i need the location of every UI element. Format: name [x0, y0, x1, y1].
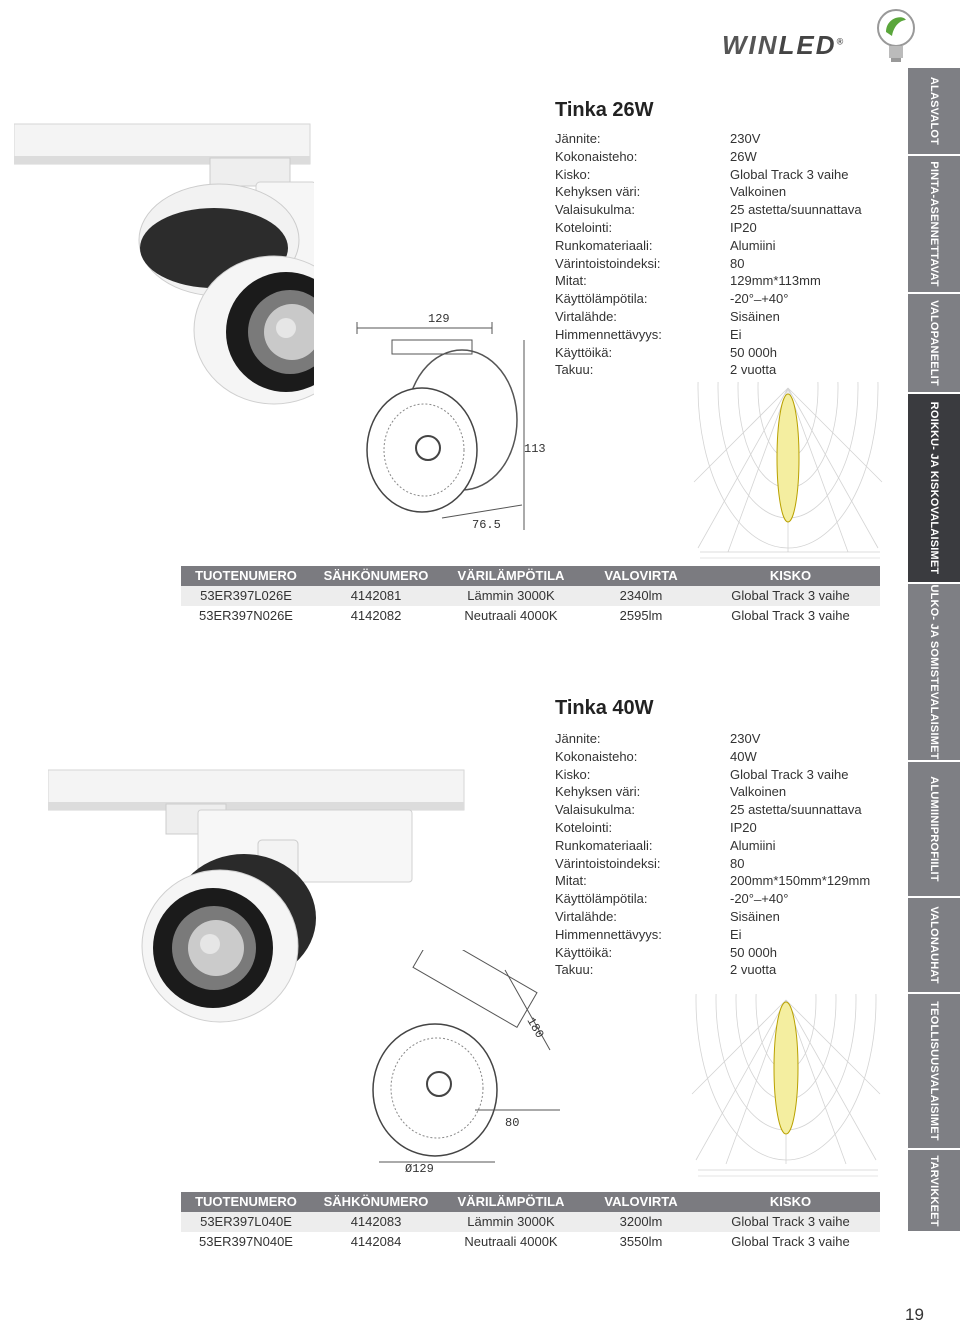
- sidebar-item-label: VALONAUHAT: [928, 906, 940, 984]
- spec-value: Valkoinen: [730, 784, 787, 800]
- spec-value: Alumiini: [730, 837, 776, 853]
- spec-label: Kotelointi:: [555, 819, 613, 835]
- spec-row: [555, 819, 885, 837]
- cell-tuotenumero: 53ER397N026E: [199, 608, 293, 623]
- product-table-tinka-26w: [181, 566, 880, 626]
- spec-label: Värintoistoindeksi:: [555, 255, 661, 271]
- sidebar-item-label: TARVIKKEET: [928, 1154, 940, 1227]
- spec-row: [555, 148, 875, 166]
- spec-label: Käyttöikä:: [555, 344, 613, 360]
- spec-row: [555, 890, 885, 908]
- cell-valovirta: 2340lm: [619, 588, 663, 603]
- spec-row: [555, 255, 875, 273]
- spec-value: Ei: [730, 326, 742, 342]
- dimension-depth: 76.5: [472, 518, 501, 532]
- cell-kisko: Global Track 3 vaihe: [731, 608, 850, 623]
- spec-row: [555, 748, 885, 766]
- table-row: [181, 1232, 880, 1252]
- spec-list-tinka-40w: [555, 730, 885, 979]
- spec-row: [555, 961, 885, 979]
- cell-valovirta: 3550lm: [619, 1234, 663, 1249]
- cell-sahkonumero: 4142084: [350, 1234, 402, 1249]
- spec-row: [555, 944, 885, 962]
- product-table-tinka-40w: [181, 1192, 880, 1252]
- product-photo-tinka-26w: [14, 120, 314, 410]
- spec-label: Kotelointi:: [555, 219, 613, 235]
- cell-kisko: Global Track 3 vaihe: [731, 1214, 850, 1229]
- sidebar-item-label: PINTA-ASENNETTAVAT: [928, 161, 940, 287]
- logo-text-win: WIN: [722, 30, 779, 60]
- spec-label: Himmennettävyys:: [555, 326, 662, 342]
- dimension-length: 180: [523, 1015, 547, 1041]
- spec-value: Sisäinen: [730, 308, 780, 324]
- spec-row: [555, 926, 885, 944]
- spec-value: 129mm*113mm: [730, 273, 821, 289]
- cell-valovirta: 2595lm: [619, 608, 663, 623]
- spec-row: [555, 166, 875, 184]
- cell-kisko: Global Track 3 vaihe: [731, 588, 850, 603]
- spec-label: Käyttöikä:: [555, 944, 613, 960]
- spec-value: Global Track 3 vaihe: [730, 166, 849, 182]
- logo-registered: ®: [836, 36, 846, 47]
- table-header-row: [181, 1192, 880, 1212]
- spec-label: Virtalähde:: [555, 308, 617, 324]
- col-header-sahkonumero: SÄHKÖNUMERO: [323, 568, 429, 583]
- spec-row: [555, 837, 885, 855]
- sidebar-item-alasvalot[interactable]: [908, 68, 960, 156]
- spec-label: Kokonaisteho:: [555, 148, 638, 164]
- spec-value: IP20: [730, 819, 757, 835]
- spec-value: -20° ̶ +40°: [730, 291, 789, 307]
- spec-row: [555, 219, 875, 237]
- spec-value: 50 000h: [730, 344, 777, 360]
- cell-kisko: Global Track 3 vaihe: [731, 1234, 850, 1249]
- sidebar-item-alumiiniprofiilit[interactable]: [908, 762, 960, 898]
- spec-label: Kisko:: [555, 166, 591, 182]
- col-header-varilampotila: VÄRILÄMPÖTILA: [457, 1194, 565, 1209]
- spec-value: 50 000h: [730, 944, 777, 960]
- spec-value: Valkoinen: [730, 184, 787, 200]
- col-header-valovirta: VALOVIRTA: [604, 568, 678, 583]
- spec-value: Ei: [730, 926, 742, 942]
- sidebar-item-tarvikkeet[interactable]: [908, 1150, 960, 1233]
- spec-label: Käyttölämpötila:: [555, 891, 648, 907]
- sidebar-item-ulko-ja-somistevalaisimet[interactable]: [908, 584, 960, 762]
- spec-value: 25 astetta/suunnattava: [730, 202, 862, 218]
- dimension-depth: 80: [505, 1116, 520, 1130]
- sidebar-item-roikku-ja-kiskovalaisimet[interactable]: [908, 394, 960, 584]
- spec-value: Global Track 3 vaihe: [730, 766, 849, 782]
- spec-list-tinka-26w: [555, 130, 875, 379]
- spec-row: [555, 308, 875, 326]
- col-header-kisko: KISKO: [769, 568, 812, 583]
- spec-label: Jännite:: [555, 731, 601, 746]
- polar-light-distribution-tinka-26w: [690, 382, 886, 568]
- spec-row: [555, 272, 875, 290]
- spec-label: Himmennettävyys:: [555, 926, 662, 942]
- cell-varilampotila: Lämmin 3000K: [467, 588, 555, 603]
- technical-drawing-tinka-40w: [355, 950, 565, 1175]
- col-header-tuotenumero: TUOTENUMERO: [195, 1194, 297, 1209]
- cell-tuotenumero: 53ER397L026E: [200, 588, 292, 603]
- spec-value: Alumiini: [730, 237, 776, 253]
- col-header-tuotenumero: TUOTENUMERO: [195, 568, 297, 583]
- dimension-diameter: Ø129: [405, 1162, 434, 1175]
- sidebar-item-valopaneelit[interactable]: [908, 294, 960, 394]
- spec-label: Takuu:: [555, 962, 594, 978]
- table-row: [181, 1212, 880, 1232]
- cell-varilampotila: Neutraali 4000K: [464, 1234, 558, 1249]
- spec-label: Käyttölämpötila:: [555, 291, 648, 307]
- table-header-row: [181, 566, 880, 586]
- product-title-tinka-26w: Tinka 26W: [555, 99, 654, 121]
- spec-label: Kehyksen väri:: [555, 784, 641, 800]
- spec-value: 230V: [730, 131, 761, 146]
- spec-value: 40W: [730, 748, 757, 764]
- technical-drawing-tinka-26w: [352, 300, 552, 540]
- cell-tuotenumero: 53ER397L040E: [200, 1214, 292, 1229]
- spec-label: Takuu:: [555, 362, 594, 378]
- spec-value: 25 astetta/suunnattava: [730, 802, 862, 818]
- sidebar-item-label: ALUMIINIPROFIILIT: [928, 776, 940, 882]
- spec-row: [555, 183, 875, 201]
- spec-row: [555, 201, 875, 219]
- spec-row: [555, 237, 875, 255]
- cell-sahkonumero: 4142081: [350, 588, 402, 603]
- page-number: 19: [905, 1305, 924, 1324]
- spec-label: Runkomateriaali:: [555, 837, 653, 853]
- spec-label: Mitat:: [555, 873, 587, 889]
- col-header-sahkonumero: SÄHKÖNUMERO: [323, 1194, 429, 1209]
- spec-label: Valaisukulma:: [555, 802, 635, 818]
- spec-value: 26W: [730, 148, 757, 164]
- dimension-height: 113: [524, 442, 546, 456]
- cell-sahkonumero: 4142082: [350, 608, 402, 623]
- spec-value: 80: [730, 855, 745, 871]
- spec-row: [555, 326, 875, 344]
- spec-row: [555, 344, 875, 362]
- spec-value: IP20: [730, 219, 757, 235]
- spec-label: Valaisukulma:: [555, 202, 635, 218]
- spec-row: [555, 290, 875, 308]
- spec-label: Mitat:: [555, 273, 587, 289]
- cell-sahkonumero: 4142083: [350, 1214, 402, 1229]
- spec-row: [555, 361, 875, 379]
- cell-valovirta: 3200lm: [619, 1214, 663, 1229]
- spec-label: Jännite:: [555, 131, 601, 146]
- spec-row: [555, 801, 885, 819]
- table-row: [181, 606, 880, 626]
- sidebar-item-teollisuusvalaisimet[interactable]: [908, 994, 960, 1150]
- cell-tuotenumero: 53ER397N040E: [199, 1234, 293, 1249]
- spec-row: [555, 872, 885, 890]
- logo-text-led: LED: [778, 30, 837, 60]
- spec-label: Värintoistoindeksi:: [555, 855, 661, 871]
- product-title-tinka-40w: Tinka 40W: [555, 697, 654, 719]
- spec-row: [555, 730, 885, 748]
- table-row: [181, 586, 880, 606]
- spec-row: [555, 130, 875, 148]
- brand-logo: [722, 30, 845, 61]
- spec-row: [555, 783, 885, 801]
- category-sidebar: [908, 68, 960, 1233]
- sidebar-item-label: ROIKKU- JA KISKOVALAISIMET: [928, 401, 940, 575]
- sidebar-item-label: ALASVALOT: [928, 76, 940, 146]
- spec-label: Virtalähde:: [555, 908, 617, 924]
- cell-varilampotila: Neutraali 4000K: [464, 608, 558, 623]
- spec-label: Runkomateriaali:: [555, 237, 653, 253]
- spec-value: 200mm*150mm*129mm: [730, 873, 871, 889]
- leaf-bulb-icon: [872, 6, 920, 66]
- col-header-kisko: KISKO: [769, 1194, 812, 1209]
- spec-value: 80: [730, 255, 745, 271]
- col-header-valovirta: VALOVIRTA: [604, 1194, 678, 1209]
- spec-row: [555, 908, 885, 926]
- spec-label: Kehyksen väri:: [555, 184, 641, 200]
- sidebar-item-label: VALOPANEELIT: [928, 300, 940, 386]
- sidebar-item-pinta-asennettavat[interactable]: [908, 156, 960, 294]
- spec-row: [555, 766, 885, 784]
- dimension-width: 129: [428, 312, 450, 326]
- col-header-varilampotila: VÄRILÄMPÖTILA: [457, 568, 565, 583]
- spec-value: -20° ̶ +40°: [730, 891, 789, 907]
- spec-label: Kokonaisteho:: [555, 748, 638, 764]
- sidebar-item-label: ULKO- JA SOMISTEVALAISIMET: [928, 584, 940, 760]
- sidebar-item-valonauhat[interactable]: [908, 898, 960, 994]
- spec-value: 2 vuotta: [730, 362, 777, 378]
- spec-value: Sisäinen: [730, 908, 780, 924]
- spec-row: [555, 855, 885, 873]
- polar-light-distribution-tinka-40w: [688, 994, 884, 1184]
- spec-label: Kisko:: [555, 766, 591, 782]
- spec-value: 230V: [730, 731, 761, 746]
- sidebar-item-label: TEOLLISUUSVALAISIMET: [928, 1001, 940, 1141]
- cell-varilampotila: Lämmin 3000K: [467, 1214, 555, 1229]
- spec-value: 2 vuotta: [730, 962, 777, 978]
